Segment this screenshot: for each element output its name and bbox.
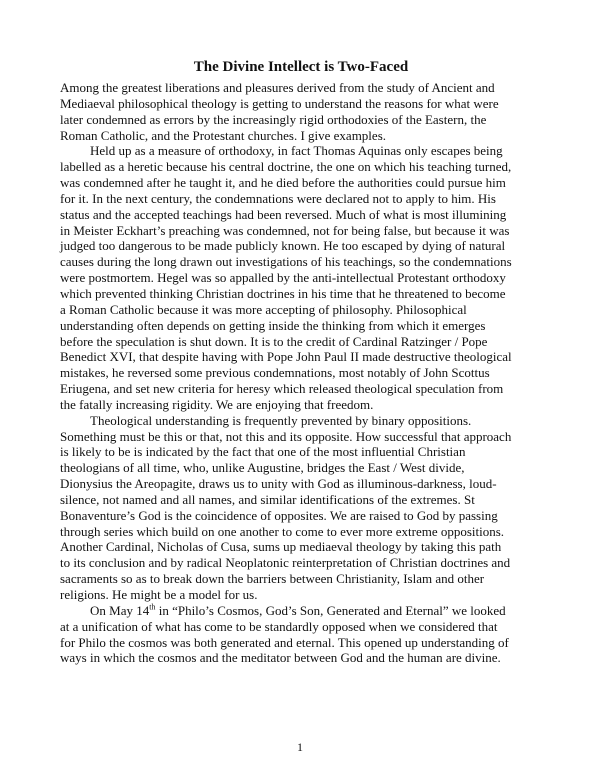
text-line: were postmortem. Hegel was so appalled by the anti-intellectual Protestant orthodoxy xyxy=(60,270,506,286)
text-line: for it. In the next century, the condemnations were declared not to apply to him. His xyxy=(60,190,496,206)
text-line: at a unification of what has come to be standardly opposed when we considered that xyxy=(60,618,498,634)
paragraph xyxy=(60,413,542,603)
text-line: Theological understanding is frequently prevented by binary oppositions. xyxy=(90,412,472,428)
document-page xyxy=(60,58,542,666)
paragraph xyxy=(60,143,542,412)
text-line: silence, not named and all names, and similar identifications of the extremes. St xyxy=(60,491,475,507)
text-line: Bonaventure’s God is the coincidence of opposites. We are raised to God by passing xyxy=(60,507,498,523)
text-line: a Roman Catholic because it was more accepting of philosophy. Philosophical xyxy=(60,301,467,317)
text-line: was condemned after he taught it, and he died before the authorities could pursue him xyxy=(60,175,506,191)
body-text xyxy=(60,80,542,666)
text-line: to its conclusion and by radical Neoplatonic reinterpretation of Christian doctrines and xyxy=(60,555,511,571)
text-line: theologians of all time, who, unlike Augustine, bridges the East / West divide, xyxy=(60,460,465,476)
paragraph xyxy=(60,603,542,666)
text-line: ways in which the cosmos and the meditator between God and the human are divine. xyxy=(60,650,501,666)
text-line: for Philo the cosmos was both generated and eternal. This opened up understanding of xyxy=(60,634,509,650)
page-number: 1 xyxy=(297,740,303,754)
text-line: Something must be this or that, not this and its opposite. How successful that approach xyxy=(60,428,512,444)
text-line: before the speculation is shut down. It is to the credit of Cardinal Ratzinger / Pope xyxy=(60,333,488,349)
text-line: causes during the long drawn out investigations of his teachings, so the condemnations xyxy=(60,254,512,270)
text-line: mistakes, he reversed some previous condemnations, most notably of John Scottus xyxy=(60,365,490,381)
paragraph xyxy=(60,80,542,143)
text-line: religions. He might be a model for us. xyxy=(60,587,258,602)
text-line: Roman Catholic, and the Protestant churches. I give examples. xyxy=(60,127,386,143)
text-line: On May 14th in “Philo’s Cosmos, God’s Son, Generated and Eternal” we looked xyxy=(90,602,506,618)
text-line: Held up as a measure of orthodoxy, in fact Thomas Aquinas only escapes being xyxy=(90,143,503,159)
text-line: later condemned as errors by the increasingly rigid orthodoxies of the Eastern, the xyxy=(60,111,487,127)
text-line: through series which build on one another to come to ever more extreme oppositions. xyxy=(60,523,505,539)
text-line: in Meister Eckhart’s preaching was condemned, not for being false, but because it was xyxy=(60,222,510,238)
text-line: the fatally increasing rigidity. We are enjoying that freedom. xyxy=(60,396,374,412)
text-line: Dionysius the Areopagite, draws us to unity with God as illuminous-darkness, loud- xyxy=(60,476,497,492)
text-line: Among the greatest liberations and pleasures derived from the study of Ancient and xyxy=(60,80,495,95)
text-line: status and the accepted teachings had been reversed. Much of what is most illumining xyxy=(60,206,507,222)
text-line: which prevented thinking Christian doctrines in his time that he threatened to become xyxy=(60,285,506,301)
text-line: Mediaeval philosophical theology is getting to understand the reasons for what were xyxy=(60,95,499,111)
text-line: labelled as a heretic because his central doctrine, the one on which his teaching turned, xyxy=(60,159,512,175)
text-line: understanding often depends on getting inside the thinking from which it emerges xyxy=(60,317,486,333)
text-line: judged too dangerous to be made publicly known. He too escaped by dying of natural xyxy=(60,238,506,254)
text-line: Eriugena, and set new criteria for heresy which released theological speculation from xyxy=(60,381,504,397)
page-title: The Divine Intellect is Two-Faced xyxy=(193,59,409,75)
text-line: sacraments so as to break down the barriers between Christianity, Islam and other xyxy=(60,571,485,587)
text-line: is likely to be is indicated by the fact that one of the most influential Christian xyxy=(60,444,466,460)
text-line: Benedict XVI, that despite having with Pope John Paul II made destructive theological xyxy=(60,349,512,365)
text-line: Another Cardinal, Nicholas of Cusa, sums up mediaeval theology by taking this path xyxy=(60,539,502,555)
